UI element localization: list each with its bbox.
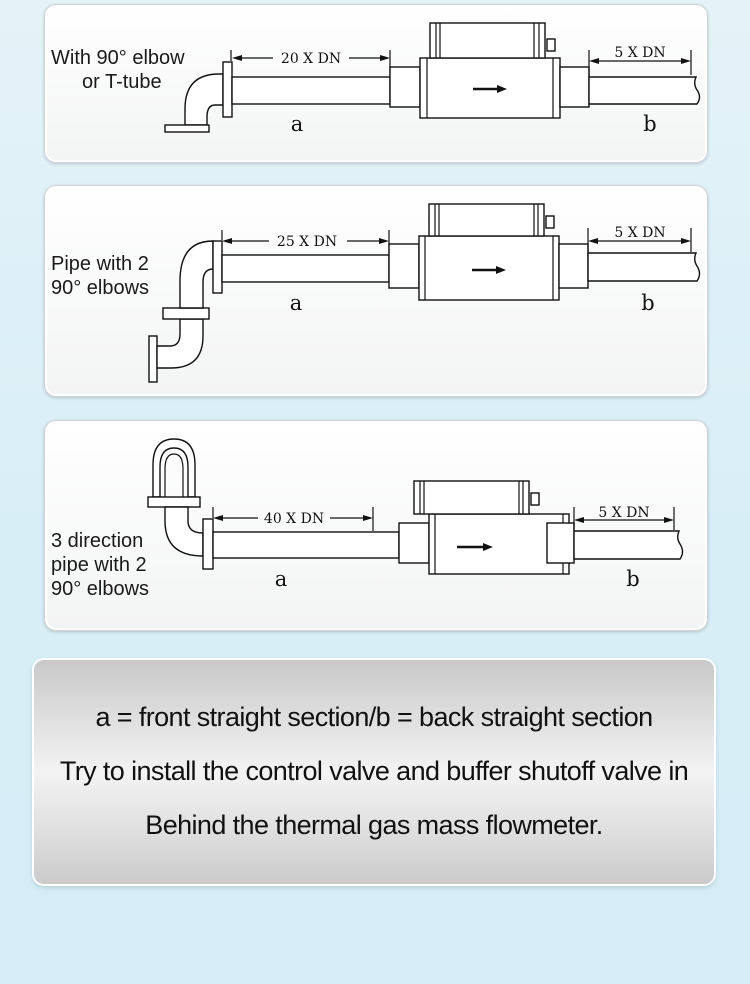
pipe-diagram-2 <box>45 186 707 396</box>
meter-upstream-adapter <box>399 523 429 563</box>
meter-upstream-adapter <box>390 67 420 107</box>
front-section-letter: a <box>290 112 304 136</box>
front-straight-pipe <box>213 532 399 558</box>
inlet-flange <box>203 519 213 569</box>
front-dimension-label: 20 X DN <box>280 51 342 67</box>
pipe-diagram-1 <box>45 5 707 162</box>
front-dimension-label: 40 X DN <box>263 511 325 527</box>
inlet-flange <box>223 62 232 117</box>
note-line-1: a = front straight section/b = back straight section <box>95 702 653 732</box>
diagram-label-line-2: pipe with 2 <box>51 554 147 576</box>
meter-downstream-adapter <box>547 523 574 563</box>
note-line-3: Behind the thermal gas mass flowmeter. <box>145 810 603 840</box>
front-straight-pipe <box>232 77 390 104</box>
front-section-letter: a <box>289 291 303 315</box>
back-section-letter: b <box>626 567 640 591</box>
back-dimension-label: 5 X DN <box>614 225 666 241</box>
elbow-pipe <box>165 507 203 556</box>
meter-downstream-adapter <box>560 67 589 107</box>
elbow-90-pipe <box>185 74 223 125</box>
front-section-letter: a <box>274 567 288 591</box>
meter-transmitter-head <box>414 481 529 514</box>
back-dimension-label: 5 X DN <box>598 505 650 521</box>
diagram-label-line-3: 90° elbows <box>51 578 150 600</box>
diagram-label-line-2: or T-tube <box>82 71 162 93</box>
diagram-label-line-1: 3 direction <box>51 530 144 552</box>
meter-downstream-adapter <box>559 244 588 288</box>
back-straight-pipe <box>574 531 683 559</box>
front-straight-pipe <box>222 255 389 282</box>
pipe-diagram-3 <box>45 421 707 630</box>
note-line-2: Try to install the control valve and buffer shutoff valve in <box>59 756 689 786</box>
diagram-panel-three-direction <box>44 420 708 631</box>
upper-elbow-pipe <box>180 241 213 308</box>
lower-elbow-pipe <box>157 319 203 368</box>
back-straight-pipe <box>589 77 700 104</box>
front-dimension-label: 25 X DN <box>276 234 338 250</box>
meter-upstream-adapter <box>389 244 419 288</box>
diagram-label-line-1: Pipe with 2 <box>51 253 149 275</box>
installation-note-box <box>34 660 714 884</box>
bottom-flange <box>149 336 157 382</box>
back-section-letter: b <box>641 291 655 315</box>
back-section-letter: b <box>643 112 657 136</box>
diagram-label-line-1: With 90° elbow <box>51 47 185 69</box>
loop-flange <box>148 497 200 507</box>
diagram-label-line-2: 90° elbows <box>51 277 150 299</box>
diagram-panel-elbow-or-t-tube <box>44 4 708 163</box>
middle-flange <box>163 308 209 319</box>
inlet-flange <box>213 241 222 293</box>
return-loop-pipe <box>153 439 195 497</box>
elbow-base-flange <box>165 125 209 132</box>
back-straight-pipe <box>588 253 700 281</box>
diagram-panel-two-elbows <box>44 185 708 397</box>
meter-transmitter-head <box>429 204 544 236</box>
back-dimension-label: 5 X DN <box>614 45 666 61</box>
meter-body <box>419 236 559 300</box>
meter-transmitter-head <box>430 23 545 58</box>
